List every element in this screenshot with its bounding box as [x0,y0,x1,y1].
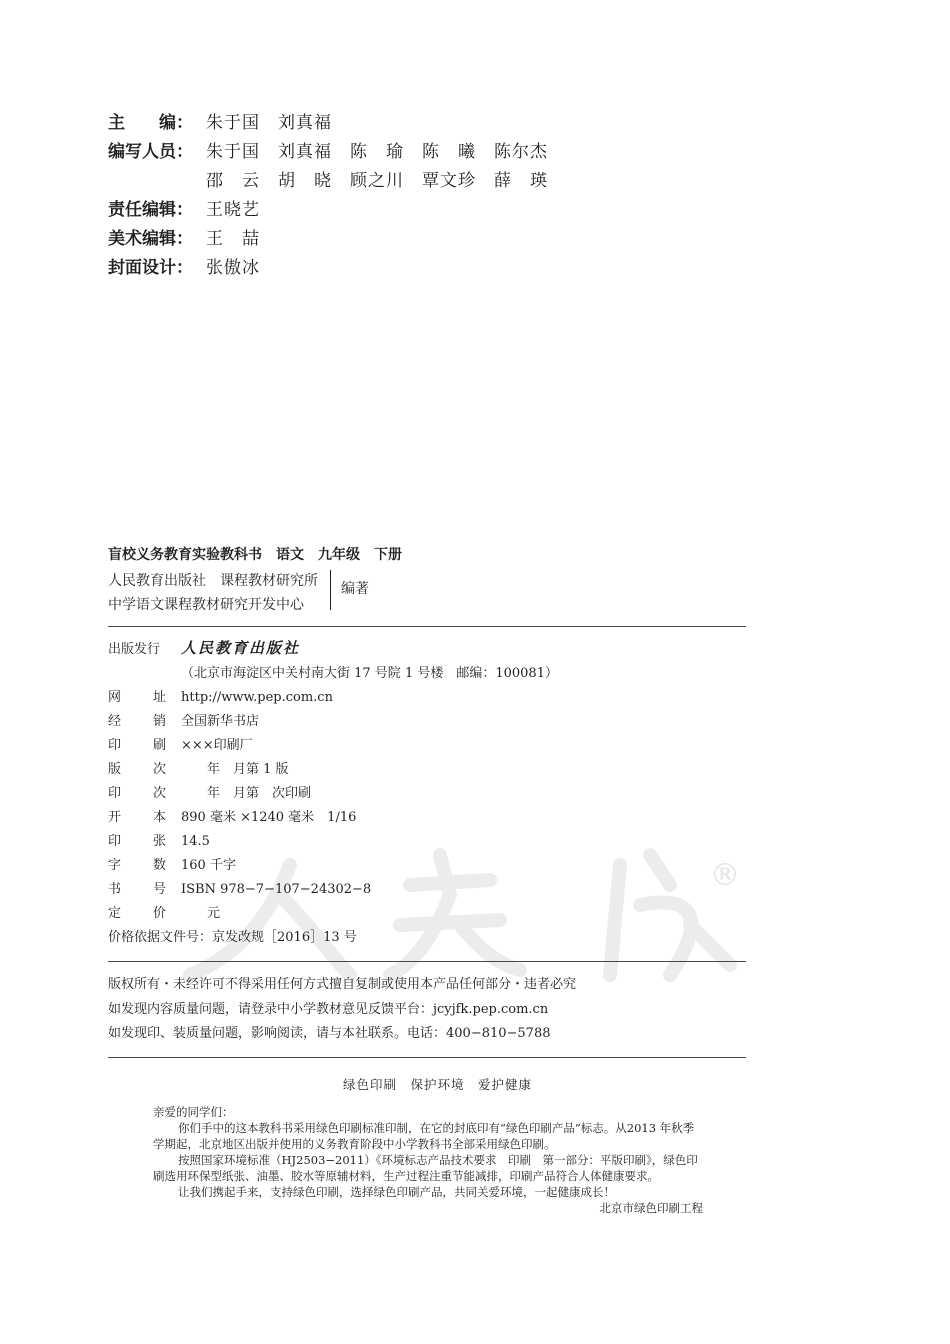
detail-label-1: 网 [108,690,122,705]
publisher-role: 编著 [341,581,369,597]
divider-bottom [108,1057,746,1058]
editor-label-responsible: 责任编辑： [108,200,193,220]
detail-printing: 年 月第 次印刷 [181,786,312,801]
detail-sheets: 14.5 [181,834,210,849]
detail-edition: 年 月第 1 版 [181,762,289,777]
detail-label-1: 印 [108,834,122,849]
editor-label-writers: 编写人员： [108,142,193,162]
detail-label-2: 次 [153,786,167,801]
green-print-letter [153,1104,703,1216]
detail-label-2: 址 [153,690,167,705]
detail-label-2: 号 [153,882,167,897]
editor-label-cover: 封面设计： [108,258,193,278]
issuer-logo: 人民教育出版社 [181,639,301,657]
copyright-notice: 版权所有・未经许可不得采用任何方式擅自复制或使用本产品任何部分・违者必究 [108,977,577,992]
detail-printer: ×××印刷厂 [181,738,253,753]
divider-middle [108,961,746,962]
letter-paragraph-1: 你们手中的这本教科书采用绿色印刷标准印制，在它的封底印有“绿色印刷产品”标志。从2013 年秋季学期起，北京地区出版并使用的义务教育阶段中小学教科书全部采用绿色印刷。 [153,1121,695,1151]
price-basis: 价格依据文件号：京发改规［2016］13 号 [108,930,357,945]
detail-label-1: 印 [108,786,122,801]
detail-label-1: 定 [108,906,122,921]
detail-label-2: 张 [153,834,167,849]
print-quality-notice: 如发现印、装质量问题，影响阅读，请与本社联系。电话：400−810−5788 [108,1026,551,1041]
detail-label-1: 开 [108,810,122,825]
detail-label-2: 次 [153,762,167,777]
detail-label-1: 印 [108,738,122,753]
registered-mark: ® [710,858,740,893]
issuer-address: （北京市海淀区中关村南大街 17 号院 1 号楼 邮编：100081） [181,666,558,681]
publisher-line-1: 人民教育出版社 课程教材研究所 [108,573,318,589]
detail-distributor: 全国新华书店 [181,714,260,729]
detail-label-1: 经 [108,714,122,729]
detail-label-2: 价 [153,906,167,921]
detail-format: 890 毫米 ×1240 毫米 1/16 [181,810,357,825]
editor-names-responsible: 王晓艺 [206,200,260,220]
detail-label-2: 销 [153,714,167,729]
editor-names-art: 王 喆 [206,229,260,249]
detail-label-1: 版 [108,762,122,777]
divider-top [108,626,746,627]
publisher-line-2: 中学语文课程教材研究开发中心 [108,597,304,613]
detail-label-2: 数 [153,858,167,873]
editor-names-writers: 朱于国 刘真福 陈 瑜 陈 曦 陈尔杰 [206,142,548,162]
detail-label-1: 书 [108,882,122,897]
issuer-label: 出版发行 [108,642,161,657]
detail-website: http://www.pep.com.cn [181,690,333,705]
detail-word-count: 160 千字 [181,858,236,873]
editor-names-writers-cont: 邵 云 胡 晓 顾之川 覃文珍 薛 瑛 [206,171,548,191]
detail-price: 元 [181,906,221,921]
book-title: 盲校义务教育实验教科书 语文 九年级 下册 [108,547,402,563]
green-print-slogan: 绿色印刷 保护环境 爱护健康 [343,1077,533,1092]
detail-label-1: 字 [108,858,122,873]
content-feedback-notice: 如发现内容质量问题，请登录中小学教材意见反馈平台：jcyjfk.pep.com.cn [108,1002,549,1017]
publisher-bracket [330,570,337,610]
editor-names-cover: 张傲冰 [206,258,260,278]
detail-isbn: ISBN 978−7−107−24302−8 [181,882,372,897]
editor-label-chief: 主 编： [108,113,193,133]
detail-label-2: 刷 [153,738,167,753]
editor-names-chief: 朱于国 刘真福 [206,113,332,133]
letter-paragraph-3: 让我们携起手来，支持绿色印刷，选择绿色印刷产品，共同关爱环境，一起健康成长！ [178,1185,615,1199]
letter-greeting: 亲爱的同学们： [153,1105,234,1119]
letter-signature: 北京市绿色印刷工程 [599,1201,703,1215]
detail-label-2: 本 [153,810,167,825]
editor-label-art: 美术编辑： [108,229,193,249]
letter-paragraph-2: 按照国家环境标准（HJ2503−2011）《环境标志产品技术要求 印刷 第一部分：平版印刷》，绿色印刷选用环保型纸张、油墨、胶水等原辅材料，生产过程注重节能减排，印刷产品符合人体健康要求。 [153,1153,698,1183]
